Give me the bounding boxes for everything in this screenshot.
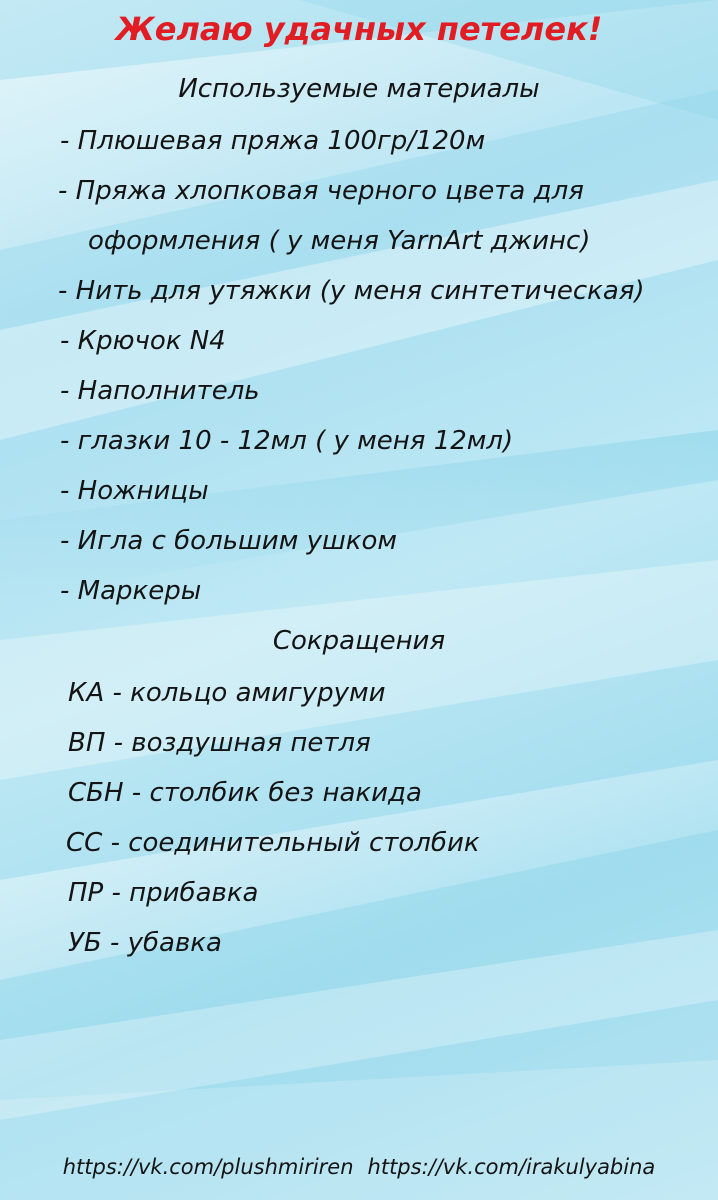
footer [0,1152,718,1182]
material-item: - Крючок N4 [60,326,226,356]
abbreviation-item: СБН - столбик без накида [68,778,422,808]
abbreviation-item: ВП - воздушная петля [68,728,371,758]
materials-heading: Используемые материалы [178,74,540,104]
material-item: - Игла с большим ушком [60,526,397,556]
material-item: - Нить для утяжки (у меня синтетическая) [58,276,645,306]
material-item-continued: оформления ( у меня YarnArt джинс) [88,226,591,256]
material-item: - Пряжа хлопковая черного цвета для [58,176,584,206]
abbreviations-heading: Сокращения [272,626,446,656]
abbreviation-item: КА - кольцо амигуруми [68,678,386,708]
vk-link-irakulyabina[interactable]: https://vk.com/irakulyabina [367,1155,656,1179]
abbreviation-item: СС - соединительный столбик [66,828,480,858]
material-item: - глазки 10 - 12мл ( у меня 12мл) [60,426,514,456]
material-item: - Ножницы [60,476,209,506]
material-item: - Маркеры [60,576,202,606]
page-title: Желаю удачных петелек! [115,10,603,48]
abbreviation-item: УБ - убавка [68,928,222,958]
vk-link-plushmiriren[interactable]: https://vk.com/plushmiriren [62,1155,354,1179]
material-item: - Наполнитель [60,376,260,406]
abbreviation-item: ПР - прибавка [68,878,259,908]
material-item: - Плюшевая пряжа 100гр/120м [60,126,486,156]
